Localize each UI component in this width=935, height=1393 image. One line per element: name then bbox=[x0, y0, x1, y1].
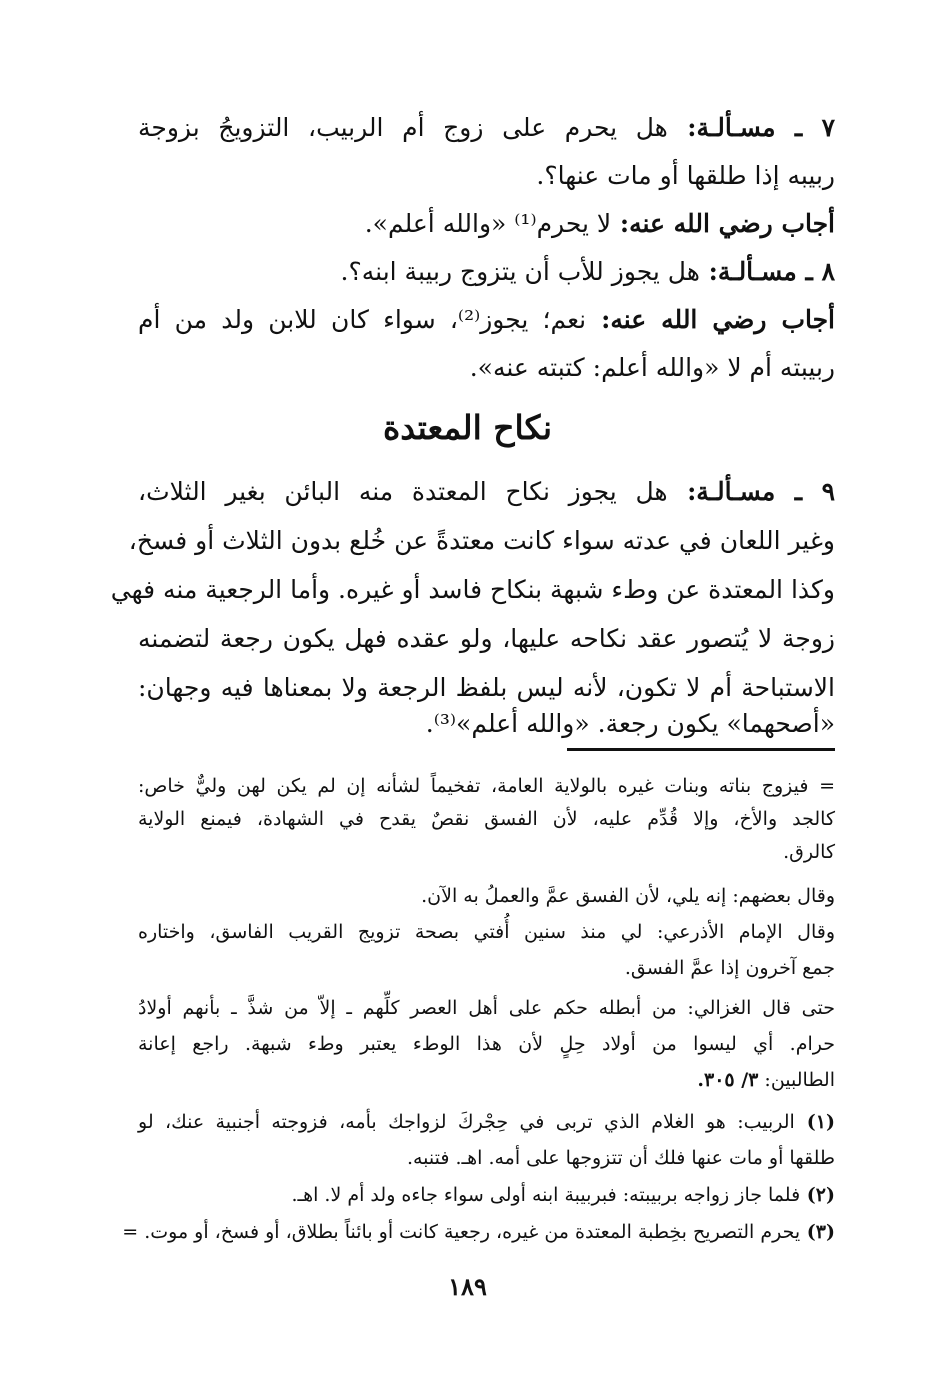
footnote-line-segment: حتى قال الغزالي: من أبطله حكم على أهل العصر كلِّهم ـ إلاّ من شذَّ ـ بأنهم أولادُ bbox=[138, 997, 835, 1019]
footnote-line-segment: كالرق. bbox=[783, 841, 835, 863]
footnote-line bbox=[138, 994, 835, 1022]
main-line bbox=[138, 204, 835, 244]
main-line-segment: وغير اللعان في عدته سواء كانت معتدةً عن خُلع بدون الثلاث أو فسخ، bbox=[128, 526, 835, 555]
footnote-line bbox=[138, 954, 835, 982]
main-line-segment: ربيبته أم لا «والله أعلم: كتبته عنه». bbox=[469, 353, 835, 382]
footnote-line-segment: وقال الإمام الأذرعي: لي منذ سنين أُفتي بصحة تزويج القريب الفاسق، واختاره bbox=[138, 921, 835, 943]
footnote-line-segment: طلقها أو مات عنها فلك أن تتزوجها على أمه. اهـ. فتنبه. bbox=[406, 1147, 835, 1169]
footnote-line bbox=[138, 838, 835, 866]
main-line-segment: لا يحرم⁽¹⁾ «والله أعلم». bbox=[364, 209, 612, 238]
footnote-line-segment: فلما جاز زواجه بربيبته: فبربيبة ابنه أولى سواء جاءه ولد أم لا. اهـ. bbox=[291, 1184, 801, 1206]
footnote-line-segment: كالجد والأخ، وإلا قُدِّم عليه، لأن الفسق نقصٌ يقدح في الشهادة، فيمنع الولاية bbox=[138, 808, 835, 830]
main-line bbox=[138, 300, 835, 340]
main-line bbox=[138, 108, 835, 148]
main-line-segment: ٨ ـ مسـألـة: bbox=[699, 257, 835, 286]
footnote-line-segment: (٢) bbox=[800, 1184, 835, 1206]
footnote-line bbox=[138, 882, 835, 910]
main-line bbox=[138, 472, 835, 512]
main-line-segment: ربيبه إذا طلقها أو مات عنها؟. bbox=[536, 161, 835, 190]
main-line-segment: هل يحرم على زوج أم الربيب، التزويجُ بزوجة bbox=[138, 113, 668, 142]
footnote-line-segment: الطالبين: bbox=[758, 1069, 835, 1091]
footnote-separator bbox=[567, 748, 835, 751]
main-line-segment: ٧ ـ مسـألـة: bbox=[667, 113, 835, 142]
main-line bbox=[138, 668, 835, 708]
main-line bbox=[138, 348, 835, 388]
footnote-line-segment: الربيب: هو الغلام الذي تربى في حِجْركَ لزواجك بأمه، فزوجته أجنبية عنك، لو bbox=[138, 1111, 795, 1133]
footnote-line-segment: = فيزوج بناته وبنات غيره بالولاية العامة، تفخيماً لشأنه إن لم يكن لهن وليٌّ خاص: bbox=[138, 775, 835, 797]
footnote-line bbox=[138, 772, 835, 800]
main-line-segment: ٩ ـ مسـألـة: bbox=[667, 477, 835, 506]
footnote-line bbox=[138, 805, 835, 833]
footnote-line-segment: وقال بعضهم: إنه يلي، لأن الفسق عمَّ والعملُ به الآن. bbox=[421, 885, 835, 907]
footnote-line bbox=[138, 918, 835, 946]
main-line-segment: هل يجوز نكاح المعتدة منه البائن بغير الثلاث، bbox=[138, 477, 668, 506]
main-line bbox=[110, 570, 835, 610]
footnote-line-segment: (٣) bbox=[800, 1221, 835, 1243]
footnote-line bbox=[138, 1144, 835, 1172]
main-line bbox=[128, 521, 835, 561]
footnote-line bbox=[138, 1066, 835, 1094]
main-line-segment: نعم؛ يجوز⁽²⁾، سواء كان للابن ولد من أم bbox=[138, 305, 587, 334]
main-line-segment: زوجة لا يُتصور عقد نكاحه عليها، ولو عقده فهل يكون رجعة لتضمنه bbox=[138, 624, 835, 653]
main-line-segment: أجاب رضي الله عنه: bbox=[611, 209, 835, 238]
footnote-line-segment: حرام. أي ليسوا من أولاد حِلٍ لأن هذا الوطء يعتبر وطء شبهة. راجع إعانة bbox=[138, 1033, 835, 1055]
footnote-line bbox=[138, 1181, 835, 1209]
main-line-segment: وكذا المعتدة عن وطء شبهة بنكاح فاسد أو غيره. وأما الرجعية منه فهي bbox=[110, 575, 835, 604]
main-line-segment: هل يجوز للأب أن يتزوج ربيبة ابنه؟. bbox=[340, 257, 700, 286]
main-line bbox=[138, 252, 835, 292]
footnote-line-segment: (١) bbox=[794, 1111, 835, 1133]
footnote-line bbox=[138, 1108, 835, 1136]
footnote-line-segment: يحرم التصريح بخِطبة المعتدة من غيره، رجعية كانت أو بائناً بطلاق، أو فسخ، أو موت. = bbox=[122, 1221, 801, 1243]
footnote-line bbox=[122, 1218, 835, 1246]
main-line bbox=[138, 619, 835, 659]
footnote-line-segment: جمع آخرون إذا عمَّ الفسق. bbox=[624, 957, 835, 979]
footnote-line bbox=[138, 1030, 835, 1058]
section-heading: نكاح المعتدة bbox=[382, 408, 553, 447]
page-number: ١٨٩ bbox=[448, 1272, 487, 1301]
main-line-segment: الاستباحة أم لا تكون، لأنه ليس بلفظ الرجعة ولا بمعناها فيه وجهان: bbox=[138, 673, 835, 702]
main-line bbox=[138, 156, 835, 196]
main-line bbox=[138, 704, 835, 744]
footnote-line-segment: ٣/ ٣٠٥. bbox=[697, 1069, 759, 1091]
main-line-segment: أجاب رضي الله عنه: bbox=[586, 305, 835, 334]
main-line-segment: «أصحهما» يكون رجعة. «والله أعلم»⁽³⁾. bbox=[425, 709, 835, 738]
